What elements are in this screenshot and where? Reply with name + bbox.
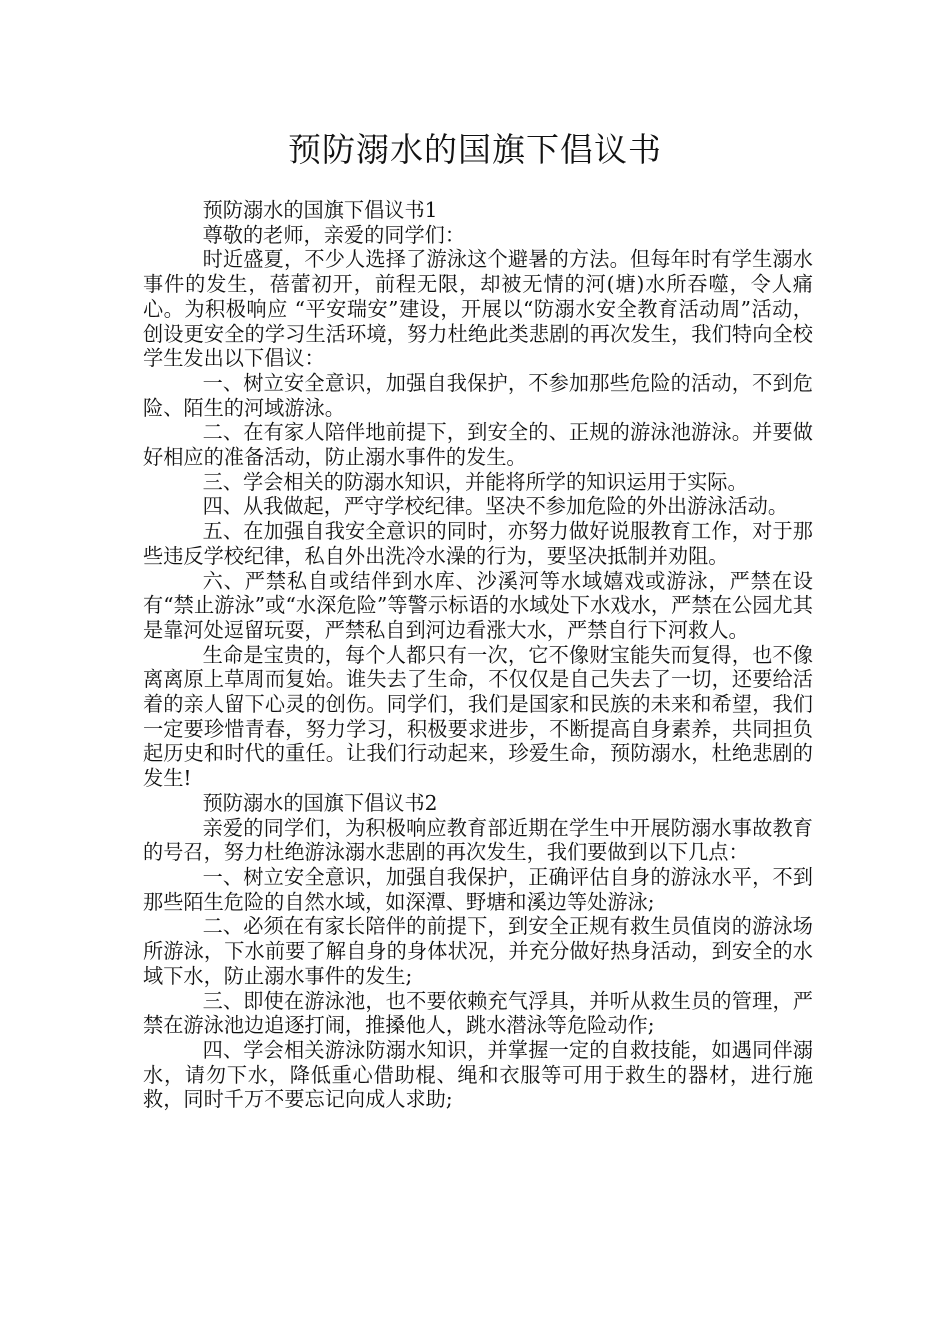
paragraph-intro: 时近盛夏，不少人选择了游泳这个避暑的方法。但每年时有学生溺水事件的发生，蓓蕾初开，前程无限，却被无情的河(塘)水所吞噬，令人痛心。为积极响应 “平安瑞安”建设，开展以“防溺水安全教育活动周”活动，创设更安全的学习生活环境，努力杜绝此类悲剧的再次发生，我们特向全校学生发出以下倡议： <box>143 247 813 371</box>
proposal-item-2-1: 一、树立安全意识，加强自我保护，正确评估自身的游泳水平，不到那些陌生危险的自然水域，如深潭、野塘和溪边等处游泳; <box>143 864 813 914</box>
proposal-item-2-3: 三、即使在游泳池，也不要依赖充气浮具，并听从救生员的管理，严禁在游泳池边追逐打闹，推搡他人，跳水潜泳等危险动作; <box>143 988 813 1038</box>
proposal-item-2-4: 四、学会相关游泳防溺水知识，并掌握一定的自救技能，如遇同伴溺水，请勿下水，降低重心借助棍、绳和衣服等可用于救生的器材，进行施救，同时千万不要忘记向成人求助; <box>143 1037 813 1112</box>
section-heading-2: 预防溺水的国旗下倡议书2 <box>202 790 438 815</box>
proposal-item-1: 一、树立安全意识，加强自我保护，不参加那些危险的活动，不到危险、陌生的河域游泳。 <box>143 370 813 420</box>
paragraph-conclusion: 生命是宝贵的，每个人都只有一次，它不像财宝能失而复得，也不像离离原上草周而复始。谁失去了生命，不仅仅是自己失去了一切，还要给活着的亲人留下心灵的创伤。同学们，我们是国家和民族的未来和希望，我们一定要珍惜青春，努力学习，积极要求进步，不断提高自身素养，共同担负起历史和时代的重任。让我们行动起来，珍爱生命，预防溺水，杜绝悲剧的发生! <box>143 642 813 791</box>
document-title: 预防溺水的国旗下倡议书 <box>288 130 662 169</box>
section-heading-1: 预防溺水的国旗下倡议书1 <box>202 198 438 222</box>
proposal-item-2: 二、在有家人陪伴地前提下，到安全的、正规的游泳池游泳。并要做好相应的准备活动，防止溺水事件的发生。 <box>143 420 813 470</box>
proposal-item-4: 四、从我做起，严守学校纪律。坚决不参加危险的外出游泳活动。 <box>202 494 789 519</box>
document-body <box>143 198 813 1112</box>
proposal-item-6: 六、严禁私自或结伴到水库、沙溪河等水域嬉戏或游泳，严禁在设有“禁止游泳”或“水深危险”等警示标语的水域处下水戏水，严禁在公园尤其是靠河处逗留玩耍，严禁私自到河边看涨大水，严禁自行下河救人。 <box>143 568 813 642</box>
paragraph-intro-2: 亲爱的同学们，为积极响应教育部近期在学生中开展防溺水事故教育的号召，努力杜绝游泳溺水悲剧的再次发生，我们要做到以下几点： <box>143 815 813 865</box>
proposal-item-2-2: 二、必须在有家长陪伴的前提下，到安全正规有救生员值岗的游泳场所游泳，下水前要了解自身的身体状况，并充分做好热身活动，到安全的水域下水，防止溺水事件的发生; <box>143 914 813 988</box>
proposal-item-3: 三、学会相关的防溺水知识，并能将所学的知识运用于实际。 <box>202 469 748 494</box>
salutation: 尊敬的老师，亲爱的同学们： <box>202 222 466 247</box>
proposal-item-5: 五、在加强自我安全意识的同时，亦努力做好说服教育工作，对于那些违反学校纪律，私自外出洗冷水澡的行为，要坚决抵制并劝阻。 <box>143 519 813 568</box>
